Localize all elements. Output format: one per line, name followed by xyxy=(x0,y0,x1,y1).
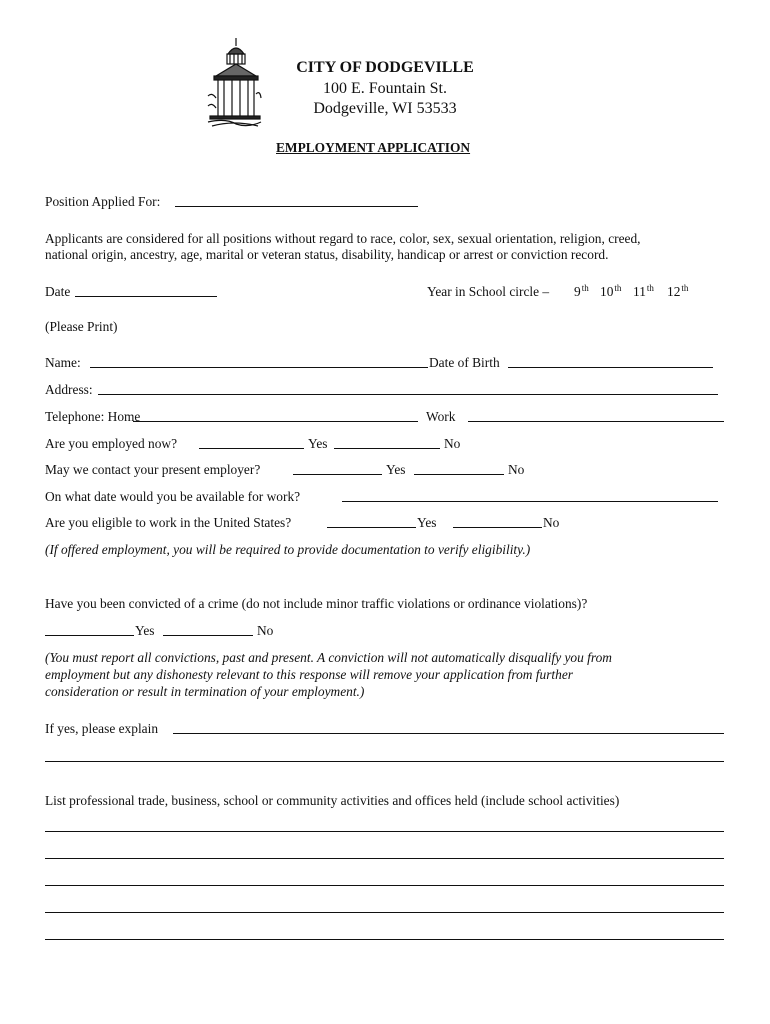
position-field[interactable] xyxy=(175,206,418,207)
contact-no-field[interactable] xyxy=(414,474,504,475)
year-in-school-label: Year in School circle – xyxy=(427,284,550,299)
contact-yes-label: Yes xyxy=(386,462,406,477)
eligible-yes-label: Yes xyxy=(417,515,437,530)
contact-no-label: No xyxy=(508,462,525,477)
employed-question: Are you employed now? xyxy=(45,436,178,451)
eligible-question: Are you eligible to work in the United States? xyxy=(45,515,292,530)
activities-field-line[interactable] xyxy=(45,858,724,859)
conviction-question: Have you been convicted of a crime (do not include minor traffic violations or ordinance violations)? xyxy=(45,596,588,611)
grade-option[interactable]: 9th xyxy=(574,283,589,299)
activities-field-line[interactable] xyxy=(45,885,724,886)
activities-field-line[interactable] xyxy=(45,831,724,832)
employed-yes-label: Yes xyxy=(308,436,328,451)
dob-label: Date of Birth xyxy=(429,355,500,370)
contact-employer-question: May we contact your present employer? xyxy=(45,462,261,477)
conviction-yes-field[interactable] xyxy=(45,635,134,636)
city-name: CITY OF DODGEVILLE xyxy=(296,59,474,76)
street-address: 100 E. Fountain St. xyxy=(322,80,447,97)
name-field[interactable] xyxy=(90,367,428,368)
available-date-field[interactable] xyxy=(342,501,718,502)
address-field[interactable] xyxy=(98,394,718,395)
contact-yes-field[interactable] xyxy=(293,474,382,475)
please-print-note: (Please Print) xyxy=(45,319,118,334)
activities-field-line[interactable] xyxy=(45,939,724,940)
conviction-note-line-1: (You must report all convictions, past and present. A conviction will not automatically disqualify you from xyxy=(45,650,612,665)
eligible-no-field[interactable] xyxy=(453,527,542,528)
employed-no-label: No xyxy=(444,436,461,451)
explain-field[interactable] xyxy=(173,733,724,734)
policy-line-1: Applicants are considered for all positions without regard to race, color, sex, sexual orientation, religion, creed, xyxy=(45,231,641,246)
grade-option[interactable]: 12th xyxy=(667,283,689,299)
city-state-zip: Dodgeville, WI 53533 xyxy=(313,100,457,117)
conviction-note-line-3: consideration or result in termination of your employment.) xyxy=(45,684,365,699)
work-phone-label: Work xyxy=(426,409,456,424)
name-label: Name: xyxy=(45,355,81,370)
date-label: Date xyxy=(45,284,71,299)
activities-label: List professional trade, business, school or community activities and offices held (include school activities) xyxy=(45,793,620,808)
policy-line-2: national origin, ancestry, age, marital or veteran status, disability, handicap or arrest or conviction record. xyxy=(45,247,609,262)
work-phone-field[interactable] xyxy=(468,421,724,422)
explain-field-line[interactable] xyxy=(45,761,724,762)
telephone-home-label: Telephone: Home xyxy=(45,409,141,424)
eligibility-note: (If offered employment, you will be required to provide documentation to verify eligibility.) xyxy=(45,542,531,557)
form-title: EMPLOYMENT APPLICATION xyxy=(276,140,471,155)
position-label: Position Applied For: xyxy=(45,194,161,209)
employed-yes-field[interactable] xyxy=(199,448,304,449)
eligible-no-label: No xyxy=(543,515,560,530)
explain-label: If yes, please explain xyxy=(45,721,159,736)
conviction-no-label: No xyxy=(257,623,274,638)
grade-option[interactable]: 11th xyxy=(633,283,654,299)
date-field[interactable] xyxy=(75,296,217,297)
conviction-no-field[interactable] xyxy=(163,635,253,636)
activities-field-line[interactable] xyxy=(45,912,724,913)
available-question: On what date would you be available for work? xyxy=(45,489,301,504)
conviction-note-line-2: employment but any dishonesty relevant to this response will remove your application from further xyxy=(45,667,573,682)
dob-field[interactable] xyxy=(508,367,713,368)
conviction-yes-label: Yes xyxy=(135,623,155,638)
eligible-yes-field[interactable] xyxy=(327,527,416,528)
grade-option[interactable]: 10th xyxy=(600,283,622,299)
address-label: Address: xyxy=(45,382,93,397)
telephone-home-field[interactable] xyxy=(133,421,418,422)
employed-no-field[interactable] xyxy=(334,448,440,449)
